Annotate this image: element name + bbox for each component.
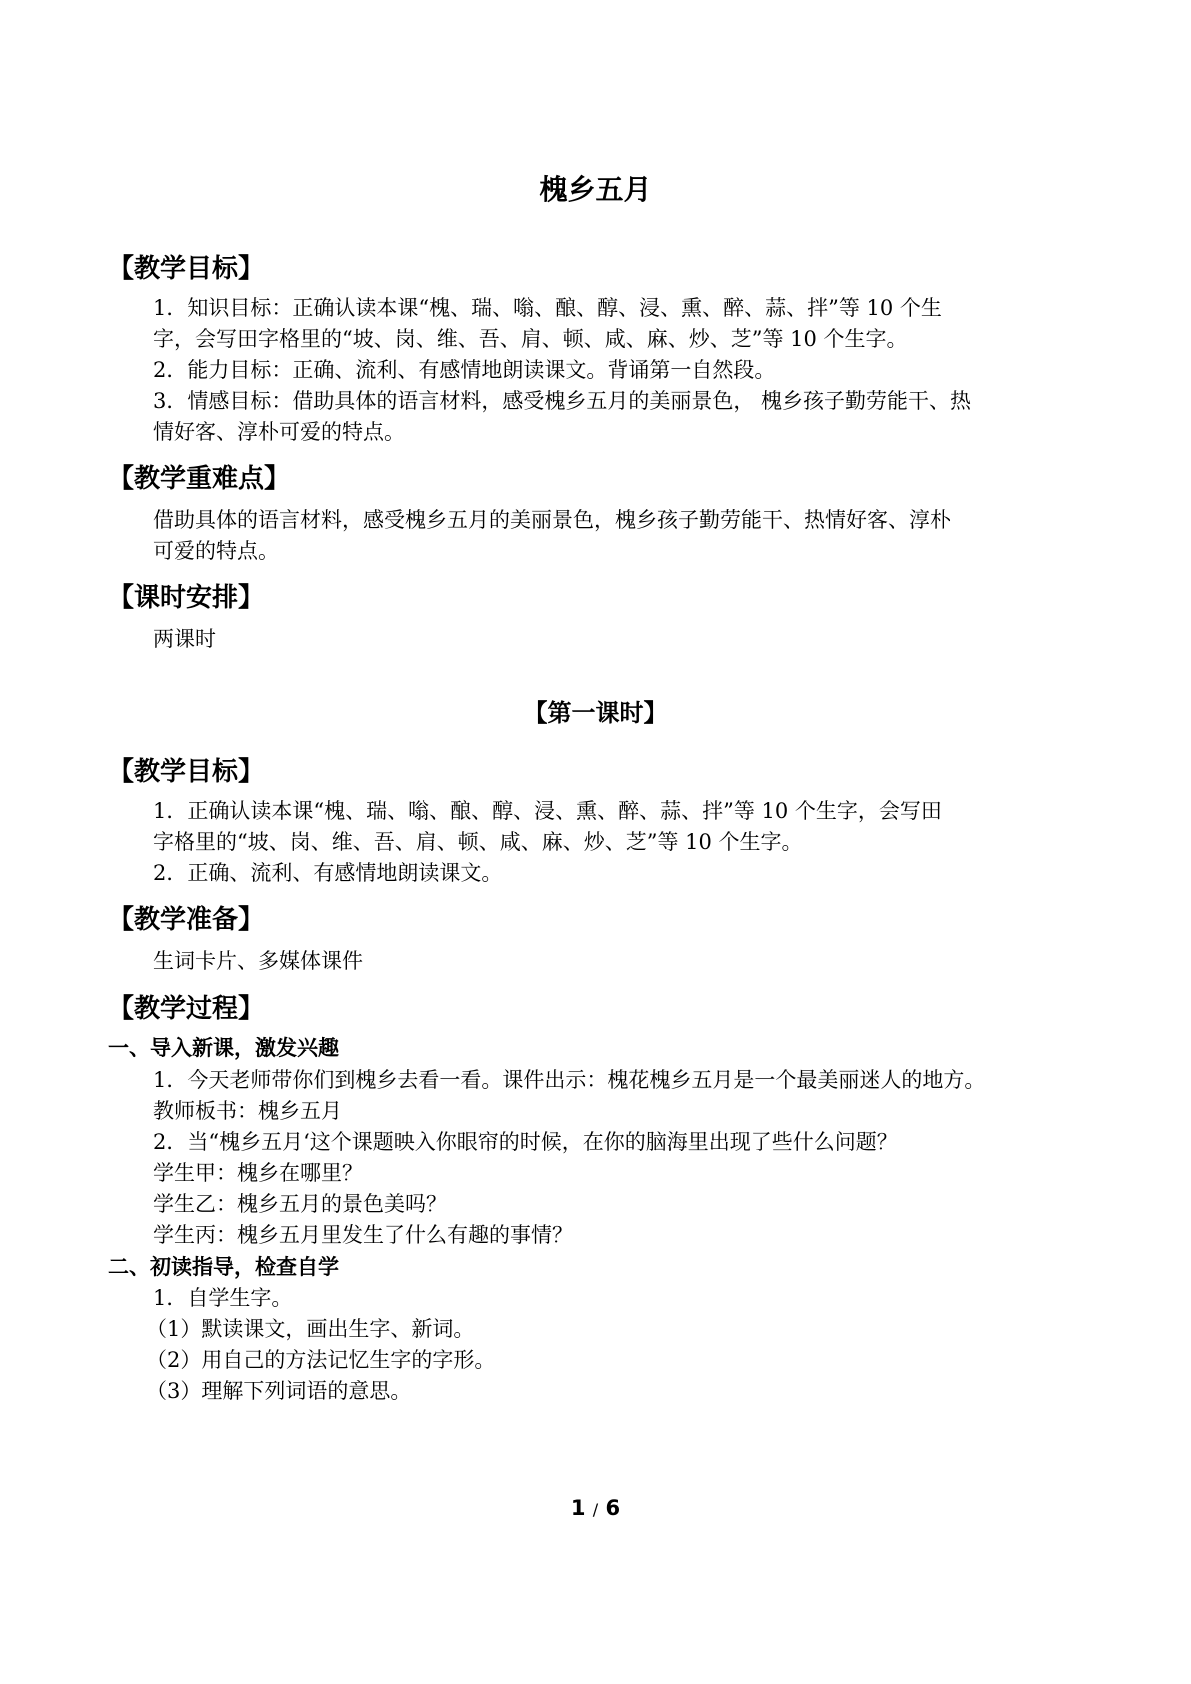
paragraph-line: 借助具体的语言材料，感受槐乡五月的美丽景色，槐乡孩子勤劳能干、热情好客、淳朴 — [153, 508, 951, 532]
paragraph-line: （1）默读课文，画出生字、新词。 — [146, 1317, 475, 1341]
heading-process: 【教学过程】 — [108, 994, 265, 1024]
heading-key-points: 【教学重难点】 — [108, 464, 291, 494]
paragraph-line: 字，会写田字格里的“坡、岗、维、吾、肩、顿、咸、麻、炒、芝”等 10 个生字。 — [153, 327, 908, 351]
lesson-title: 【第一课时】 — [523, 699, 668, 727]
paragraph-line: 生词卡片、多媒体课件 — [153, 949, 363, 973]
paragraph-line: 1．自学生字。 — [153, 1286, 293, 1310]
paragraph-line: 字格里的“坡、岗、维、吾、肩、顿、咸、麻、炒、芝”等 10 个生字。 — [153, 830, 803, 854]
heading-lesson-goals: 【教学目标】 — [108, 757, 265, 787]
paragraph-line: 学生甲：槐乡在哪里？ — [153, 1161, 363, 1185]
paragraph-line: 1．正确认读本课“槐、瑞、嗡、酿、醇、浸、熏、醉、蒜、拌”等 10 个生字，会写田 — [153, 799, 942, 823]
paragraph-line: 1．今天老师带你们到槐乡去看一看。课件出示：槐花槐乡五月是一个最美丽迷人的地方。 — [153, 1068, 986, 1092]
paragraph-line: 2．正确、流利、有感情地朗读课文。 — [153, 861, 503, 885]
paragraph-line: 2．当“槐乡五月‘这个课题映入你眼帘的时候，在你的脑海里出现了些什么问题？ — [153, 1130, 898, 1154]
subheading-part2: 二、初读指导，检查自学 — [108, 1255, 339, 1279]
paragraph-line: 3．情感目标：借助具体的语言材料，感受槐乡五月的美丽景色， 槐乡孩子勤劳能干、热 — [153, 389, 972, 413]
paragraph-line: 可爱的特点。 — [153, 539, 279, 563]
paragraph-line: 2．能力目标：正确、流利、有感情地朗读课文。背诵第一自然段。 — [153, 358, 776, 382]
heading-schedule: 【课时安排】 — [108, 583, 265, 613]
heading-preparation: 【教学准备】 — [108, 905, 265, 935]
page-separator: / — [592, 1500, 599, 1519]
paragraph-line: 学生丙：槐乡五月里发生了什么有趣的事情？ — [153, 1223, 573, 1247]
heading-teaching-goals: 【教学目标】 — [108, 254, 265, 284]
subheading-part1: 一、导入新课，激发兴趣 — [108, 1036, 339, 1060]
document-title: 槐乡五月 — [539, 173, 652, 206]
page-current: 1 — [570, 1496, 586, 1520]
paragraph-line: （3）理解下列词语的意思。 — [146, 1379, 412, 1403]
page-number — [0, 1496, 1191, 1520]
paragraph-line: 两课时 — [153, 627, 216, 651]
paragraph-line: （2）用自己的方法记忆生字的字形。 — [146, 1348, 496, 1372]
paragraph-line: 教师板书：槐乡五月 — [153, 1099, 342, 1123]
paragraph-line: 情好客、淳朴可爱的特点。 — [153, 420, 405, 444]
paragraph-line: 学生乙：槐乡五月的景色美吗？ — [153, 1192, 447, 1216]
page-total: 6 — [605, 1496, 621, 1520]
paragraph-line: 1．知识目标：正确认读本课“槐、瑞、嗡、酿、醇、浸、熏、醉、蒜、拌”等 10 个生 — [153, 296, 942, 320]
